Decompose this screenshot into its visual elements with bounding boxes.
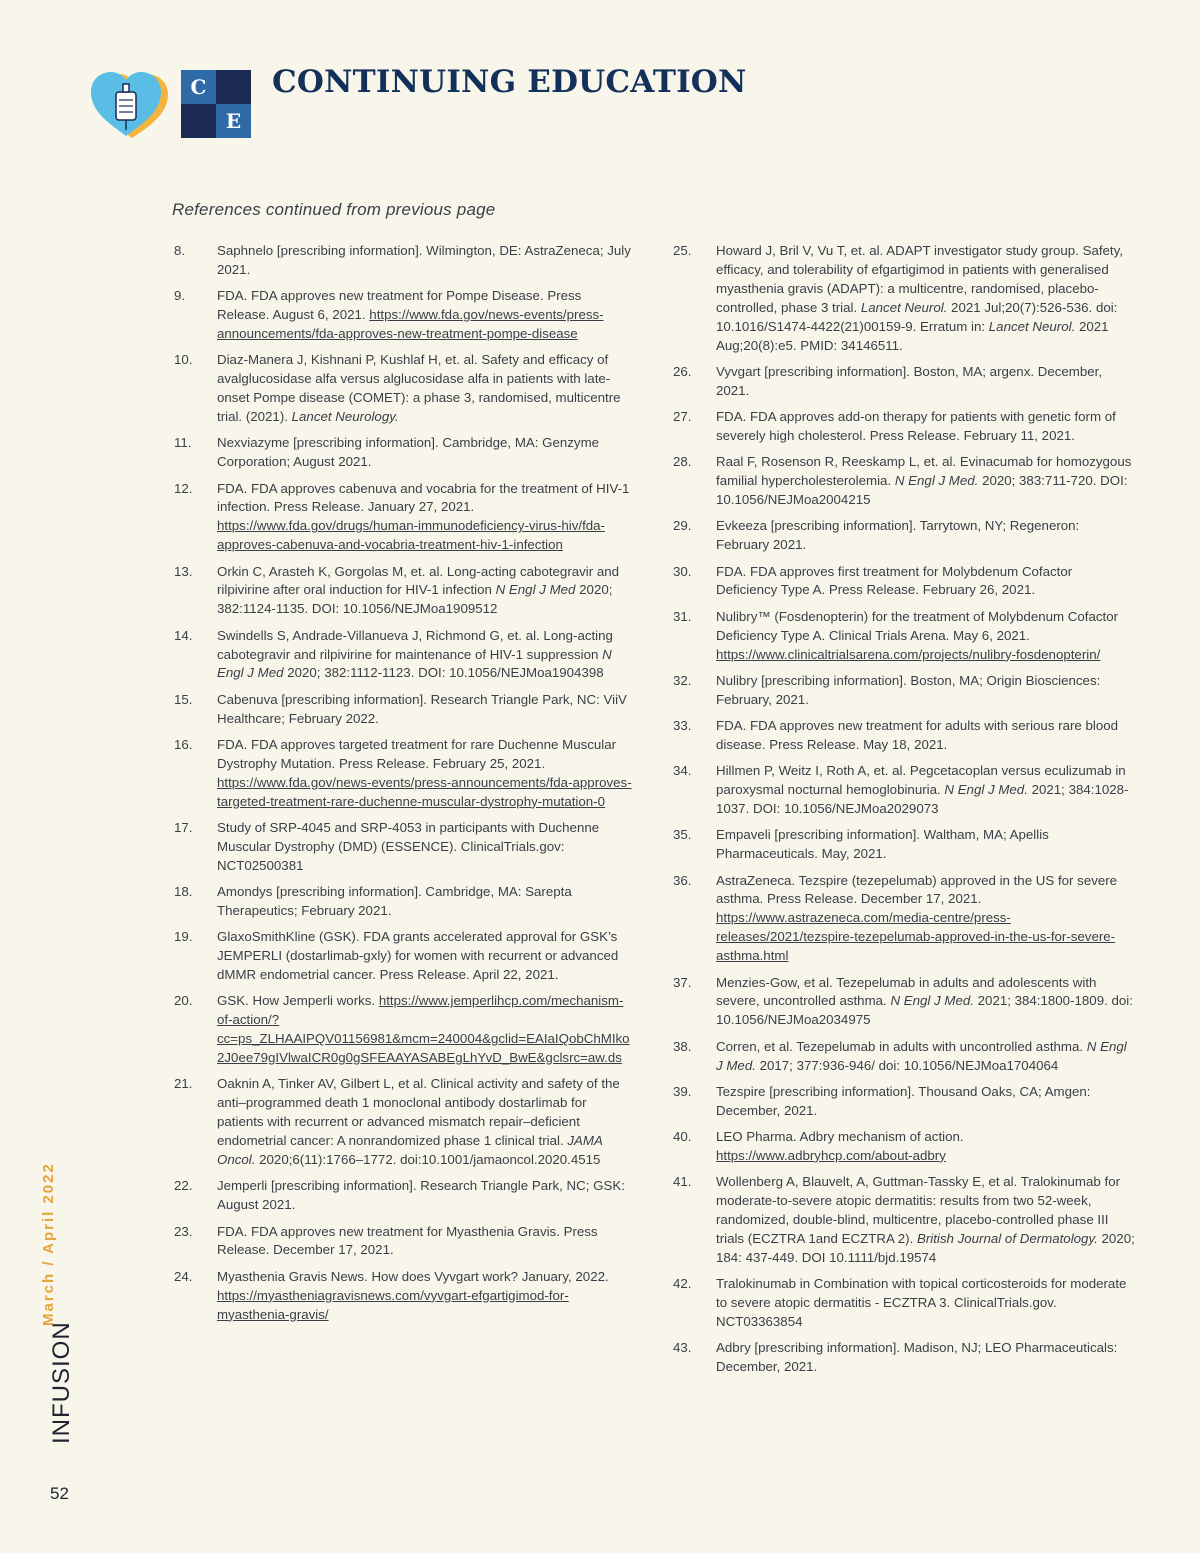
reference-text bbox=[716, 826, 1135, 864]
reference-segment: GSK. How Jemperli works. bbox=[217, 993, 379, 1009]
reference-number: 8. bbox=[174, 243, 186, 258]
reference-link[interactable]: https://www.clinicaltrialsarena.com/projects/nulibry-fosdenopterin/ bbox=[716, 646, 1101, 662]
reference-text bbox=[716, 1038, 1135, 1076]
reference-text bbox=[716, 363, 1135, 401]
reference-item bbox=[174, 287, 634, 344]
reference-number: 14. bbox=[174, 627, 193, 643]
reference-segment: Empaveli [prescribing information]. Waltham, MA; Apellis Pharmaceuticals. May, 2021. bbox=[716, 827, 1049, 862]
reference-segment: Vyvgart [prescribing information]. Boston, MA; argenx. December, 2021. bbox=[716, 363, 1103, 398]
reference-item bbox=[673, 608, 1135, 665]
reference-segment: Nulibry™ (Fosdenopterin) for the treatment of Molybdenum Cofactor Deficiency Type A. Clinical Trials Arena. May 6, 2021. bbox=[716, 608, 1119, 643]
reference-text bbox=[217, 883, 634, 921]
reference-number: 19. bbox=[174, 929, 193, 945]
reference-number: 15. bbox=[174, 691, 193, 707]
reference-link[interactable]: https://www.fda.gov/news-events/press-announcements/fda-approves-targeted-treatment-rare-duchenne-muscular-dystrophy-mutation-0 bbox=[217, 774, 632, 809]
reference-text bbox=[716, 1339, 1135, 1377]
reference-item bbox=[673, 517, 1135, 555]
reference-number: 37. bbox=[673, 974, 692, 990]
journal-name: Lancet Neurol. bbox=[860, 299, 948, 315]
reference-item bbox=[673, 717, 1135, 755]
journal-name: British Journal of Dermatology. bbox=[916, 1230, 1098, 1246]
reference-item bbox=[174, 351, 634, 427]
reference-number: 31. bbox=[673, 608, 692, 624]
journal-name: Lancet Neurology. bbox=[291, 409, 399, 425]
reference-text bbox=[217, 287, 634, 344]
reference-number: 22. bbox=[174, 1178, 193, 1194]
reference-number: 41. bbox=[673, 1174, 692, 1190]
reference-item bbox=[174, 691, 634, 729]
reference-segment: AstraZeneca. Tezspire (tezepelumab) approved in the US for severe asthma. Press Release. December 17, 2021. bbox=[716, 872, 1118, 907]
reference-segment: Tezspire [prescribing information]. Thousand Oaks, CA; Amgen: December, 2021. bbox=[716, 1083, 1091, 1118]
reference-number: 10. bbox=[174, 352, 193, 368]
journal-name: N Engl J Med bbox=[217, 646, 612, 681]
issue-date: March / April 2022 bbox=[40, 1162, 57, 1326]
reference-segment: Saphnelo [prescribing information]. Wilmington, DE: AstraZeneca; July 2021. bbox=[217, 243, 631, 277]
reference-number: 29. bbox=[673, 518, 692, 534]
reference-segment: LEO Pharma. Adbry mechanism of action. bbox=[716, 1129, 964, 1145]
reference-item bbox=[673, 1173, 1135, 1268]
reference-item bbox=[673, 1128, 1135, 1166]
reference-segment: Howard J, Bril V, Vu T, et. al. ADAPT investigator study group. Safety, efficacy, and tolerability of efgartigimod in patients with generalised myasthenia gravis (ADAPT): a multicentre, randomised, placebo-controlled, phase 3 trial. bbox=[716, 243, 1123, 315]
reference-number: 17. bbox=[174, 819, 193, 835]
reference-text bbox=[716, 608, 1135, 665]
reference-segment: 2020; 382:1112-1123. DOI: 10.1056/NEJMoa1904398 bbox=[283, 665, 604, 681]
reference-segment: 2021; 384:1800-1809. doi: 10.1056/NEJMoa2034975 bbox=[716, 993, 1133, 1028]
reference-number: 23. bbox=[174, 1223, 193, 1239]
reference-number: 43. bbox=[673, 1340, 692, 1356]
reference-item bbox=[174, 819, 634, 876]
reference-number: 36. bbox=[673, 872, 692, 888]
reference-text bbox=[217, 563, 634, 620]
page-title: CONTINUING EDUCATION bbox=[272, 64, 747, 100]
reference-segment: 2021; 384:1028-1037. DOI: 10.1056/NEJMoa2029073 bbox=[716, 782, 1129, 817]
reference-segment: 2021 Aug;20(8):e5. PMID: 34146511. bbox=[716, 318, 1109, 353]
reference-segment: Jemperli [prescribing information]. Research Triangle Park, NC; GSK: August 2021. bbox=[217, 1178, 625, 1213]
reference-item bbox=[174, 1223, 634, 1261]
references-right-column bbox=[673, 242, 1135, 1384]
journal-name: N Engl J Med. bbox=[890, 993, 974, 1009]
reference-item bbox=[174, 480, 634, 556]
reference-text bbox=[217, 819, 634, 876]
reference-item bbox=[174, 928, 634, 985]
reference-number: 13. bbox=[174, 563, 193, 579]
reference-text bbox=[217, 434, 634, 472]
reference-number: 33. bbox=[673, 718, 692, 734]
reference-segment: Raal F, Rosenson R, Reeskamp L, et. al. Evinacumab for homozygous familial hypercholesterolemia. bbox=[716, 454, 1132, 489]
reference-number: 24. bbox=[174, 1268, 193, 1284]
reference-number: 12. bbox=[174, 480, 193, 496]
reference-item bbox=[174, 736, 634, 812]
reference-segment: Evkeeza [prescribing information]. Tarrytown, NY; Regeneron: February 2021. bbox=[716, 518, 1080, 553]
reference-item bbox=[673, 1339, 1135, 1377]
reference-link[interactable]: https://www.jemperlihcp.com/mechanism-of-action/?cc=ps_ZLHAAIPQV01156981&mcm=240004&gclid=EAIaIQobChMIko2J0ee79gIVlwaICR0g0gSFEAAYASABEgLhYvD_BwE&gclsrc=aw.ds bbox=[217, 993, 630, 1066]
reference-link[interactable]: https://www.astrazeneca.com/media-centre/press-releases/2021/tezspire-tezepelumab-approved-in-the-us-for-severe-asthma.html bbox=[716, 910, 1116, 964]
journal-name: N Engl J Med bbox=[495, 582, 576, 598]
reference-segment: Wollenberg A, Blauvelt, A, Guttman-Tassky E, et al. Tralokinumab for moderate-to-severe atopic dermatitis: results from two 52-week, randomized, double-blind, multicentre, placebo-controlled phase III trials (ECZTRA 1and ECZTRA 2). bbox=[716, 1174, 1121, 1246]
reference-item bbox=[174, 883, 634, 921]
reference-text bbox=[217, 1075, 634, 1170]
reference-link[interactable]: https://myastheniagravisnews.com/vyvgart-efgartigimod-for-myasthenia-gravis/ bbox=[217, 1287, 569, 1322]
reference-text bbox=[217, 992, 634, 1068]
reference-segment: 2021 Jul;20(7):526-536. doi: 10.1016/S1474-4422(21)00159-9. Erratum in: bbox=[716, 299, 1118, 334]
reference-segment: FDA. FDA approves add-on therapy for patients with genetic form of severely high cholesterol. Press Release. February 11, 2021. bbox=[716, 409, 1116, 443]
ce-letter-c: C bbox=[181, 70, 216, 104]
reference-number: 18. bbox=[174, 884, 193, 900]
reference-segment: 2017; 377:936-946/ doi: 10.1056/NEJMoa1704064 bbox=[755, 1057, 1059, 1073]
reference-text bbox=[217, 242, 634, 280]
reference-segment: Diaz-Manera J, Kishnani P, Kushlaf H, et. al. Safety and efficacy of avalglucosidase alfa versus alglucosidase alfa in patients with late-onset Pompe disease (COMET): a phase 3, randomised, multicentre trial. (2021). bbox=[217, 352, 621, 425]
journal-name: JAMA Oncol. bbox=[217, 1133, 603, 1168]
reference-link[interactable]: https://www.adbryhcp.com/about-adbry bbox=[716, 1147, 946, 1163]
reference-text bbox=[217, 691, 634, 729]
reference-item bbox=[673, 242, 1135, 355]
reference-item bbox=[174, 992, 634, 1068]
reference-item bbox=[174, 1268, 634, 1325]
reference-number: 28. bbox=[673, 454, 692, 470]
reference-text bbox=[217, 736, 634, 812]
reference-text bbox=[217, 1268, 634, 1325]
reference-segment: Corren, et al. Tezepelumab in adults with uncontrolled asthma. bbox=[716, 1038, 1087, 1054]
reference-number: 16. bbox=[174, 736, 193, 752]
reference-item bbox=[174, 563, 634, 620]
magazine-brand-logo: INFUSION bbox=[48, 1321, 75, 1444]
reference-segment: FDA. FDA approves first treatment for Molybdenum Cofactor Deficiency Type A. Press Release. February 26, 2021. bbox=[716, 563, 1073, 598]
reference-number: 32. bbox=[673, 672, 692, 688]
reference-item bbox=[673, 563, 1135, 601]
reference-text bbox=[217, 627, 634, 684]
reference-text bbox=[716, 1128, 1135, 1166]
reference-item bbox=[673, 1038, 1135, 1076]
reference-segment: Study of SRP-4045 and SRP-4053 in participants with Duchenne Muscular Dystrophy (DMD) (ESSENCE). ClinicalTrials.gov: NCT02500381 bbox=[217, 819, 600, 873]
reference-text bbox=[716, 717, 1135, 755]
reference-segment: FDA. FDA approves targeted treatment for rare Duchenne Muscular Dystrophy Mutation. Press Release. February 25, 2021. bbox=[217, 736, 617, 771]
reference-item bbox=[673, 1083, 1135, 1121]
reference-number: 30. bbox=[673, 563, 692, 579]
ce-logo bbox=[181, 70, 251, 138]
reference-text bbox=[716, 762, 1135, 819]
reference-text bbox=[716, 563, 1135, 601]
reference-text bbox=[716, 408, 1135, 446]
reference-text bbox=[716, 517, 1135, 555]
reference-text bbox=[716, 974, 1135, 1031]
ce-letter-e: E bbox=[216, 104, 251, 138]
references-left-column bbox=[174, 242, 634, 1332]
reference-text bbox=[716, 453, 1135, 510]
reference-segment: FDA. FDA approves new treatment for Myasthenia Gravis. Press Release. December 17, 2021. bbox=[217, 1223, 598, 1258]
reference-segment: Swindells S, Andrade-Villanueva J, Richmond G, et. al. Long-acting cabotegravir and rilpivirine for maintenance of HIV-1 suppression bbox=[217, 627, 613, 662]
reference-number: 35. bbox=[673, 827, 692, 843]
reference-item bbox=[174, 627, 634, 684]
reference-link[interactable]: https://www.fda.gov/drugs/human-immunodeficiency-virus-hiv/fda-approves-cabenuva-and-vocabria-treatment-hiv-1-infection bbox=[217, 518, 605, 553]
reference-text bbox=[217, 1223, 634, 1261]
reference-number: 39. bbox=[673, 1083, 692, 1099]
reference-segment: Tralokinumab in Combination with topical corticosteroids for moderate to severe atopic dermatitis - ECZTRA 3. ClinicalTrials.gov. NCT03363854 bbox=[716, 1276, 1127, 1329]
journal-name: N Engl J Med. bbox=[716, 1038, 1127, 1073]
journal-name: Lancet Neurol. bbox=[988, 318, 1076, 334]
reference-segment: 2020;6(11):1766–1772. doi:10.1001/jamaoncol.2020.4515 bbox=[255, 1152, 601, 1168]
reference-segment: Cabenuva [prescribing information]. Research Triangle Park, NC: ViiV Healthcare; February 2022. bbox=[217, 691, 627, 726]
reference-number: 38. bbox=[673, 1038, 692, 1054]
reference-item bbox=[673, 872, 1135, 967]
reference-segment: Amondys [prescribing information]. Cambridge, MA: Sarepta Therapeutics; February 2021. bbox=[217, 884, 572, 918]
reference-segment: Nulibry [prescribing information]. Boston, MA; Origin Biosciences: February, 2021. bbox=[716, 672, 1101, 707]
reference-text bbox=[217, 1177, 634, 1215]
reference-segment: FDA. FDA approves cabenuva and vocabria for the treatment of HIV-1 infection. Press Release. January 27, 2021. bbox=[217, 480, 630, 515]
reference-text bbox=[716, 1275, 1135, 1332]
reference-segment: 2020; 184: 437-449. DOI 10.1111/bjd.19574 bbox=[716, 1230, 1135, 1265]
reference-item bbox=[673, 762, 1135, 819]
reference-segment: Orkin C, Arasteh K, Gorgolas M, et. al. Long-acting cabotegravir and rilpivirine after oral induction for HIV-1 infection bbox=[217, 563, 620, 598]
reference-text bbox=[716, 242, 1135, 355]
reference-number: 11. bbox=[174, 435, 192, 451]
reference-text bbox=[217, 480, 634, 556]
reference-segment: FDA. FDA approves new treatment for Pompe Disease. Press Release. August 6, 2021. bbox=[217, 288, 582, 323]
reference-text bbox=[217, 928, 634, 985]
reference-segment: Myasthenia Gravis News. How does Vyvgart work? January, 2022. bbox=[217, 1268, 609, 1284]
reference-item bbox=[673, 672, 1135, 710]
reference-segment: 2020; 383:711-720. DOI: 10.1056/NEJMoa2004215 bbox=[716, 473, 1128, 508]
reference-segment: Adbry [prescribing information]. Madison, NJ; LEO Pharmaceuticals: December, 2021. bbox=[716, 1340, 1118, 1375]
reference-item bbox=[174, 1075, 634, 1170]
ce-block-dark bbox=[181, 104, 216, 138]
continued-label: References continued from previous page bbox=[172, 200, 496, 219]
reference-number: 27. bbox=[673, 409, 692, 425]
page-number: 52 bbox=[50, 1484, 69, 1503]
reference-number: 26. bbox=[673, 363, 692, 379]
reference-number: 25. bbox=[673, 243, 692, 258]
reference-item bbox=[174, 242, 634, 280]
reference-segment: Menzies-Gow, et al. Tezepelumab in adults and adolescents with severe, uncontrolled asthma. bbox=[716, 974, 1097, 1009]
reference-item bbox=[673, 363, 1135, 401]
reference-number: 34. bbox=[673, 763, 692, 779]
reference-link[interactable]: https://www.fda.gov/news-events/press-announcements/fda-approves-new-treatment-pompe-disease bbox=[217, 307, 604, 342]
reference-text bbox=[217, 351, 634, 427]
reference-segment: Oaknin A, Tinker AV, Gilbert L, et al. Clinical activity and safety of the anti–programmed death 1 monoclonal antibody dostarlimab for patients with recurrent or advanced mismatch repair–deficient endometrial cancer: A nonrandomized phase 1 clinical trial. bbox=[217, 1076, 620, 1149]
reference-segment: GlaxoSmithKline (GSK). FDA grants accelerated approval for GSK’s JEMPERLI (dostarlimab-gxly) for women with recurrent or advanced dMMR endometrial cancer. Press Release. April 22, 2021. bbox=[217, 929, 619, 983]
reference-number: 21. bbox=[174, 1076, 193, 1092]
reference-item bbox=[673, 1275, 1135, 1332]
reference-segment: Hillmen P, Weitz I, Roth A, et. al. Pegcetacoplan versus eculizumab in paroxysmal nocturnal hemoglobinuria. bbox=[716, 763, 1126, 798]
reference-item bbox=[174, 434, 634, 472]
reference-segment: FDA. FDA approves new treatment for adults with serious rare blood disease. Press Release. May 18, 2021. bbox=[716, 718, 1119, 752]
reference-item bbox=[673, 974, 1135, 1031]
journal-name: N Engl J Med. bbox=[894, 473, 979, 489]
ce-block-dark bbox=[216, 70, 251, 104]
reference-number: 40. bbox=[673, 1129, 692, 1145]
reference-number: 20. bbox=[174, 993, 193, 1009]
journal-name: N Engl J Med. bbox=[944, 782, 1028, 798]
reference-number: 9. bbox=[174, 288, 186, 304]
reference-text bbox=[716, 872, 1135, 967]
reference-text bbox=[716, 1173, 1135, 1268]
reference-text bbox=[716, 1083, 1135, 1121]
reference-number: 42. bbox=[673, 1276, 692, 1292]
reference-item bbox=[673, 826, 1135, 864]
reference-item bbox=[673, 453, 1135, 510]
reference-item bbox=[174, 1177, 634, 1215]
reference-segment: Nexviazyme [prescribing information]. Cambridge, MA: Genzyme Corporation; August 2021. bbox=[217, 435, 600, 470]
reference-item bbox=[673, 408, 1135, 446]
reference-segment: 2020; 382:1124-1135. DOI: 10.1056/NEJMoa1909512 bbox=[217, 582, 613, 617]
heart-iv-bag-logo bbox=[88, 70, 172, 140]
reference-text bbox=[716, 672, 1135, 710]
